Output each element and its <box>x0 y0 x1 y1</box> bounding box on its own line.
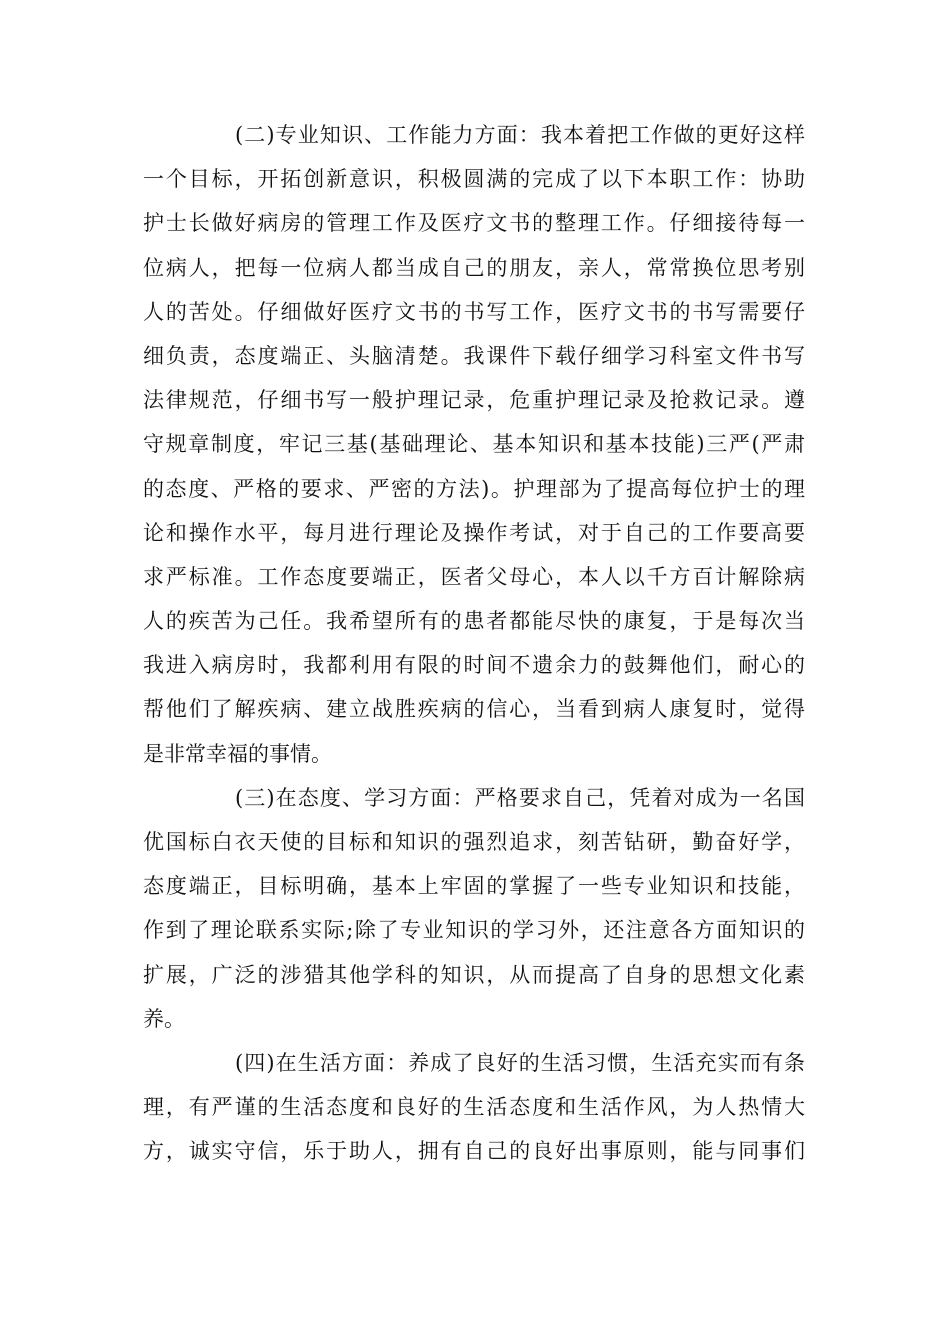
text-line: 论和操作水平，每月进行理论及操作考试，对于自己的工作要高要 <box>143 520 805 545</box>
text-line: 一个目标，开拓创新意识，积极圆满的完成了以下本职工作：协助 <box>143 167 805 192</box>
text-line: 人的疾苦为己任。我希望所有的患者都能尽快的康复，于是每次当 <box>143 609 805 634</box>
text-line: 求严标准。工作态度要端正，医者父母心，本人以千方百计解除病 <box>143 564 805 589</box>
text-line: (三)在态度、学习方面：严格要求自己，凭着对成为一名国 <box>235 785 805 810</box>
text-line: 态度端正，目标明确，基本上牢固的掌握了一些专业知识和技能， <box>143 874 805 899</box>
text-line: 我进入病房时，我都利用有限的时间不遗余力的鼓舞他们，耐心的 <box>143 653 805 678</box>
text-line: 扩展，广泛的涉猎其他学科的知识，从而提高了自身的思想文化素 <box>143 962 805 987</box>
text-line: (四)在生活方面：养成了良好的生活习惯，生活充实而有条 <box>235 1050 805 1075</box>
paragraph-professional-knowledge <box>143 113 805 776</box>
text-line: 人的苦处。仔细做好医疗文书的书写工作，医疗文书的书写需要仔 <box>143 299 805 324</box>
paragraph-attitude-learning <box>143 776 805 1041</box>
text-line: 法律规范，仔细书写一般护理记录，危重护理记录及抢救记录。遵 <box>143 388 805 413</box>
paragraph-life <box>143 1041 805 1174</box>
text-line: 养。 <box>143 1006 185 1031</box>
text-line: 是非常幸福的事情。 <box>143 741 332 766</box>
document-body <box>143 113 805 1174</box>
text-line: 守规章制度，牢记三基(基础理论、基本知识和基本技能)三严(严肃 <box>143 432 805 457</box>
text-line: 方，诚实守信，乐于助人，拥有自己的良好出事原则，能与同事们 <box>143 1139 805 1164</box>
text-line: 帮他们了解疾病、建立战胜疾病的信心，当看到病人康复时，觉得 <box>143 697 805 722</box>
text-line: 护士长做好病房的管理工作及医疗文书的整理工作。仔细接待每一 <box>143 211 805 236</box>
text-line: 理，有严谨的生活态度和良好的生活态度和生活作风，为人热情大 <box>143 1095 805 1120</box>
text-line: 作到了理论联系实际;除了专业知识的学习外，还注意各方面知识的 <box>143 918 805 943</box>
text-line: 细负责，态度端正、头脑清楚。我课件下载仔细学习科室文件书写 <box>143 343 805 368</box>
text-line: (二)专业知识、工作能力方面：我本着把工作做的更好这样 <box>235 123 805 147</box>
text-line: 位病人，把每一位病人都当成自己的朋友，亲人，常常换位思考别 <box>143 255 805 280</box>
text-line: 的态度、严格的要求、严密的方法)。护理部为了提高每位护士的理 <box>143 476 805 501</box>
text-line: 优国标白衣天使的目标和知识的强烈追求，刻苦钻研，勤奋好学， <box>143 830 805 854</box>
